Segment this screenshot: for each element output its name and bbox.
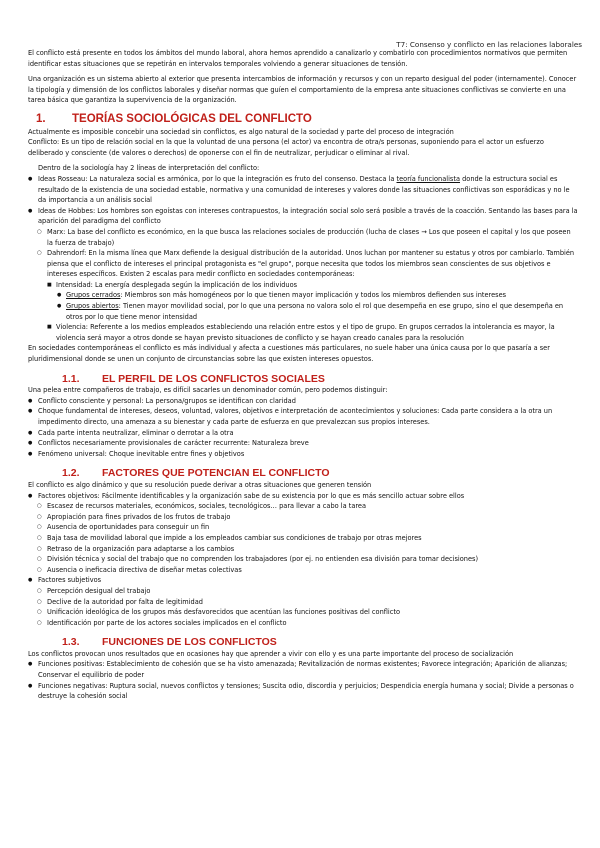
section-1-1-number: 1.1. xyxy=(62,372,80,385)
list-item: ● Choque fundamental de intereses, deseos, voluntad, valores, objetivos e interpretación de acontecimientos y soluciones: Cada parte considera a la otra un impedimento directo, una amenaza a su bienestar y cada parte de esfuerza en que prevalezcan sus propios intereses. xyxy=(28,406,578,427)
list-item-funciones-negativas: ● Funciones negativas: Ruptura social, nuevos conflictos y tensiones; Suscita odio, discordia y perjuicios; Despendicia energía humana y social; Divide a personas o destruye la cohesión social xyxy=(28,681,578,702)
hobbes-text: Ideas de Hobbes: Los hombres son egoístas con intereses contrapuestos, la integración social solo será posible a través de la coacción. Sentando las bases para la aparición del paradigma del conflicto xyxy=(38,206,578,226)
list-item-factores-subjetivos: ● Factores subjetivos xyxy=(28,575,578,586)
conflict-profile-list xyxy=(28,396,578,460)
list-item-intensidad: ■ Intensidad: La energía desplegada según la implicación de los individuos xyxy=(28,280,578,291)
list-item-hobbes xyxy=(28,206,578,227)
list-item: ○ Apropiación para fines privados de los frutos de trabajo xyxy=(28,512,578,523)
list-item-dahrendorf: ○ Dahrendorf: En la misma línea que Marx defiende la desigual distribución de la autoridad. Unos luchan por mantener su estatus y otros por cambiarlo. También piensa que el conflicto de intereses el principal protagonista es "el grupo", porque necesita que todos los miembros sean conscientes de sus objetivos e intereses específicos. Existen 2 escalas para medir conflicto en sociedades contemporáneas: xyxy=(28,248,578,280)
factors-subjetivos-list xyxy=(28,575,578,586)
list-item-funciones-positivas: ● Funciones positivas: Establecimiento de cohesión que se ha visto amenazada; Revitalización de normas existentes; Favorece integración; Aparición de alianzas; Conservar el equilibrio de poder xyxy=(28,659,578,680)
list-item-marx: ○ Marx: La base del conflicto es económico, en la que busca las relaciones sociales de producción (lucha de clases → Los que poseen el capital y los que poseen la fuerza de trabajo) xyxy=(28,227,578,248)
list-item: ● Fenómeno universal: Choque inevitable entre fines y objetivos xyxy=(28,449,578,460)
list-item: ● Conflicto consciente y personal: La persona/grupos se identifican con claridad xyxy=(28,396,578,407)
section-1-2-heading xyxy=(28,468,578,479)
rousseau-text: Ideas Rosseau: La naturaleza social es armónica, por lo que la integración es fruto del consenso. Destaca la xyxy=(38,174,397,183)
page-header: T7: Consenso y conflicto en las relaciones laborales xyxy=(396,40,582,49)
list-item: ○ Unificación ideológica de los grupos más desfavorecidos que acentúan las funciones positivas del conflicto xyxy=(28,607,578,618)
grupos-cerrados-label: Grupos cerrados xyxy=(66,291,121,300)
section-1-paragraph-1: Actualmente es imposible concebir una sociedad sin conflictos, es algo natural de la sociedad y parte del proceso de integración xyxy=(28,127,454,136)
grupos-abiertos-text: : Tienen mayor movilidad social, por lo que una persona no valora solo el rol que desempeña en ese grupo, sino el que desempeña en otros por lo que tiene menor intensidad xyxy=(66,302,564,321)
functions-list xyxy=(28,659,578,701)
list-item: ○ Ausencia o ineficacia directiva de diseñar metas colectivas xyxy=(28,565,578,576)
intro-paragraph-2: Una organización es un sistema abierto al exterior que presenta intercambios de información y recursos y con un reparto desigual del poder (internamente). Conocer la tipología y dimensión de los conflictos laborales y diseñar normas que guíen el comportamiento de la empresa ante situaciones conflictivas se convierte en una tarea básica que garantiza la supervivencia de la organización. xyxy=(28,75,577,105)
list-item-rousseau xyxy=(28,174,578,206)
section-1-2-title: FACTORES QUE POTENCIAN EL CONFLICTO xyxy=(102,467,330,480)
section-1-paragraph-3: Dentro de la sociología hay 2 líneas de interpretación del conflicto: xyxy=(38,164,260,173)
list-item: ○ Escasez de recursos materiales, económicos, sociales, tecnológicos… para llevar a cabo la tarea xyxy=(28,501,578,512)
section-1-number: 1. xyxy=(36,112,46,125)
section-1-3-heading xyxy=(28,637,578,648)
scales-list xyxy=(28,280,578,291)
list-item: ○ Baja tasa de movilidad laboral que impide a los empleados cambiar sus condiciones de trabajo por otras mejores xyxy=(28,533,578,544)
subjective-factors-sublist xyxy=(28,586,578,628)
section-1-2-intro: El conflicto es algo dinámico y que su resolución puede derivar a otras situaciones que generen tensión xyxy=(28,480,372,489)
section-1-3-number: 1.3. xyxy=(62,636,80,649)
grupos-cerrados-text: : Miembros son más homogéneos por lo que tienen mayor implicación y todos los miembros defienden sus intereses xyxy=(120,291,507,300)
section-1-3-intro: Los conflictos provocan unos resultados que en ocasiones hay que aprender a vivir con ello y es una parte importante del proceso de socialización xyxy=(28,649,514,658)
grupos-abiertos-label: Grupos abiertos xyxy=(66,302,119,311)
list-item: ○ Retraso de la organización para adaptarse a los cambios xyxy=(28,544,578,555)
section-1-paragraph-2: Conflicto: Es un tipo de relación social en la que la voluntad de una persona (el actor) va encontra de otra/s personas, suponiendo para el actor un esfuerzo deliberado y consciente (de valores o derechos) de oponerse con el fin de neutralizar, perjudicar o eliminar al rival. xyxy=(28,138,544,157)
intro-paragraph-1: El conflicto está presente en todos los ámbitos del mundo laboral, ahora hemos aprendido a canalizarlo y combatirlo con procedimientos normativos que permiten identificar estas situaciones que se repetirán en intervalos temporales volviendo a generar situaciones de tensión. xyxy=(28,49,568,68)
list-item: ○ División técnica y social del trabajo que no comprenden los trabajadores (por ej. no entienden esa división para tomar decisiones) xyxy=(28,554,578,565)
section-1-1-title: EL PERFIL DE LOS CONFLICTOS SOCIALES xyxy=(102,372,325,385)
list-item: ○ Percepción desigual del trabajo xyxy=(28,586,578,597)
list-item: ○ Identificación por parte de los actores sociales implicados en el conflicto xyxy=(28,618,578,629)
section-1-heading xyxy=(28,114,578,125)
document-body xyxy=(28,48,578,702)
factors-objetivos-list xyxy=(28,491,578,502)
scales-list-2 xyxy=(28,322,578,343)
sociology-lines-list xyxy=(28,174,578,227)
list-item-violencia: ■ Violencia: Referente a los medios empleados estableciendo una relación entre estos y el tipo de grupo. En grupos cerrados la intolerancia es mayor, la violencia será mayor a otros donde se hayan previsto situaciones de conflicto y se hayan creado canales para la resolución xyxy=(28,322,578,343)
list-item: ● Conflictos necesariamente provisionales de carácter recurrente: Naturaleza breve xyxy=(28,438,578,449)
section-1-title: TEORÍAS SOCIOLÓGICAS DEL CONFLICTO xyxy=(72,112,312,125)
list-item: ○ Ausencia de oportunidades para conseguir un fin xyxy=(28,522,578,533)
objective-factors-sublist xyxy=(28,501,578,575)
list-item: ● Cada parte intenta neutralizar, eliminar o derrotar a la otra xyxy=(28,428,578,439)
section-1-paragraph-4: En sociedades contemporáneas el conflicto es más individual y afecta a cuestiones más particulares, no suele haber una única causa por lo que pasaría a ser pluridimensional donde se unen un conjunto de circunstancias sobre las que existen intereses opuestos. xyxy=(28,344,550,364)
list-item-factores-objetivos: ● Factores objetivos: Fácilmente identificables y la organización sabe de su existencia por lo que es más sencillo actuar sobre ellos xyxy=(28,491,578,502)
section-1-3-title: FUNCIONES DE LOS CONFLICTOS xyxy=(102,636,277,649)
rousseau-text-cont: donde la estructura social es resultado de la existencia de una sociedad estable, normativa y una comunidad de intereses y valores donde las situaciones conflictivas son esporádicas y no le da importancia a un análisis social xyxy=(38,174,570,205)
section-1-1-intro: Una pelea entre compañeros de trabajo, es difícil sacarles un denominador común, pero podemos distinguir: xyxy=(28,386,388,395)
authors-list xyxy=(28,227,578,280)
list-item: ○ Declive de la autoridad por falta de legitimidad xyxy=(28,597,578,608)
list-item-grupos-abiertos xyxy=(28,301,578,322)
teoria-funcionalista-text: teoría funcionalista xyxy=(396,174,460,183)
groups-list xyxy=(28,290,578,322)
list-item-grupos-cerrados xyxy=(28,290,578,301)
section-1-1-heading xyxy=(28,374,578,385)
section-1-2-number: 1.2. xyxy=(62,467,80,480)
